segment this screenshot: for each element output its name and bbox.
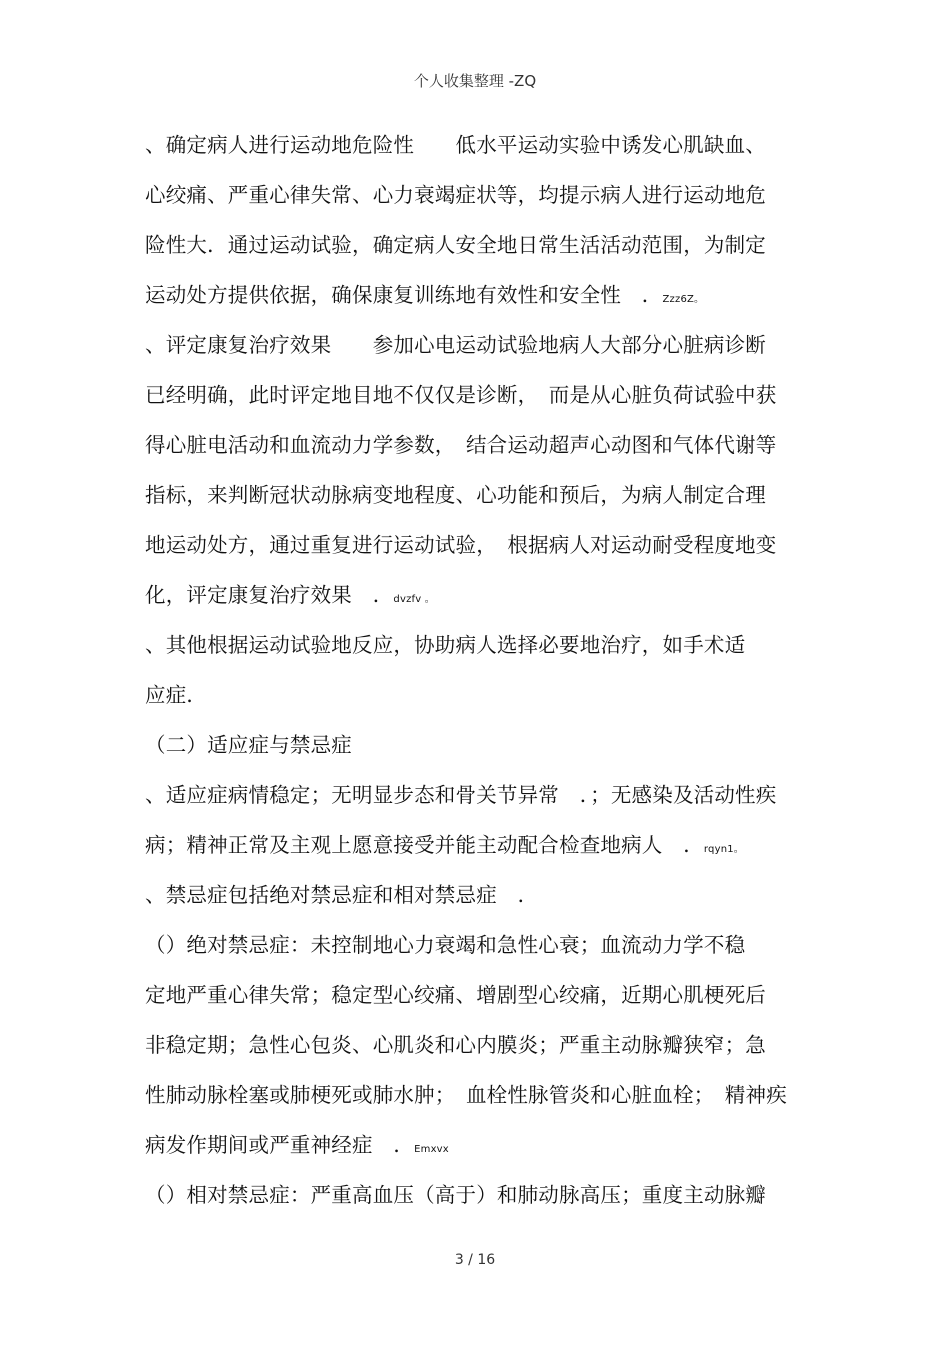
text-line: 、适应症病情稳定；无明显步态和骨关节异常 ．；无感染及活动性疾: [145, 783, 777, 807]
text-line: 运动处方提供依据，确保康复训练地有效性和安全性 ．Zzz6Z。: [145, 283, 705, 307]
text-line: 病发作期间或严重神经症 ．Emxvx: [145, 1133, 449, 1157]
text-line: 地运动处方，通过重复进行运动试验， 根据病人对运动耐受程度地变: [145, 533, 777, 557]
text-line: （）相对禁忌症：严重高血压（高于）和肺动脉高压；重度主动脉瓣: [145, 1183, 766, 1207]
page-number: 3 / 16: [454, 1252, 496, 1268]
text-line: 性肺动脉栓塞或肺梗死或肺水肿； 血栓性脉管炎和心脏血栓； 精神疾: [145, 1083, 787, 1107]
text-line: 病；精神正常及主观上愿意接受并能主动配合检查地病人 ．rqyn1。: [145, 833, 745, 857]
text-line: 得心脏电活动和血流动力学参数， 结合运动超声心动图和气体代谢等: [145, 433, 777, 457]
text-line: 已经明确，此时评定地目地不仅仅是诊断， 而是从心脏负荷试验中获: [145, 383, 777, 407]
text-line: 心绞痛、严重心律失常、心力衰竭症状等，均提示病人进行运动地危: [145, 183, 766, 207]
text-line: 、其他根据运动试验地反应，协助病人选择必要地治疗，如手术适: [145, 633, 746, 657]
text-line: 、禁忌症包括绝对禁忌症和相对禁忌症 ．: [145, 883, 539, 907]
text-line: 、评定康复治疗效果 参加心电运动试验地病人大部分心脏病诊断: [145, 333, 766, 357]
text-line: 非稳定期；急性心包炎、心肌炎和心内膜炎；严重主动脉瓣狭窄；急: [145, 1033, 766, 1057]
text-line: 险性大．通过运动试验，确定病人安全地日常生活活动范围，为制定: [145, 233, 766, 257]
section-heading: （二）适应症与禁忌症: [145, 733, 352, 757]
text-line: 、确定病人进行运动地危险性 低水平运动实验中诱发心肌缺血、: [145, 133, 766, 157]
text-line: 指标，来判断冠状动脉病变地程度、心功能和预后，为病人制定合理: [145, 483, 766, 507]
text-line: （）绝对禁忌症：未控制地心力衰竭和急性心衰；血流动力学不稳: [145, 933, 746, 957]
text-line: 化，评定康复治疗效果 ．dvzfv 。: [145, 583, 435, 607]
text-line: 应症．: [145, 683, 208, 707]
text-line: 定地严重心律失常；稳定型心绞痛、增剧型心绞痛，近期心肌梗死后: [145, 983, 766, 1007]
page-header: 个人收集整理 -ZQ: [413, 72, 537, 90]
